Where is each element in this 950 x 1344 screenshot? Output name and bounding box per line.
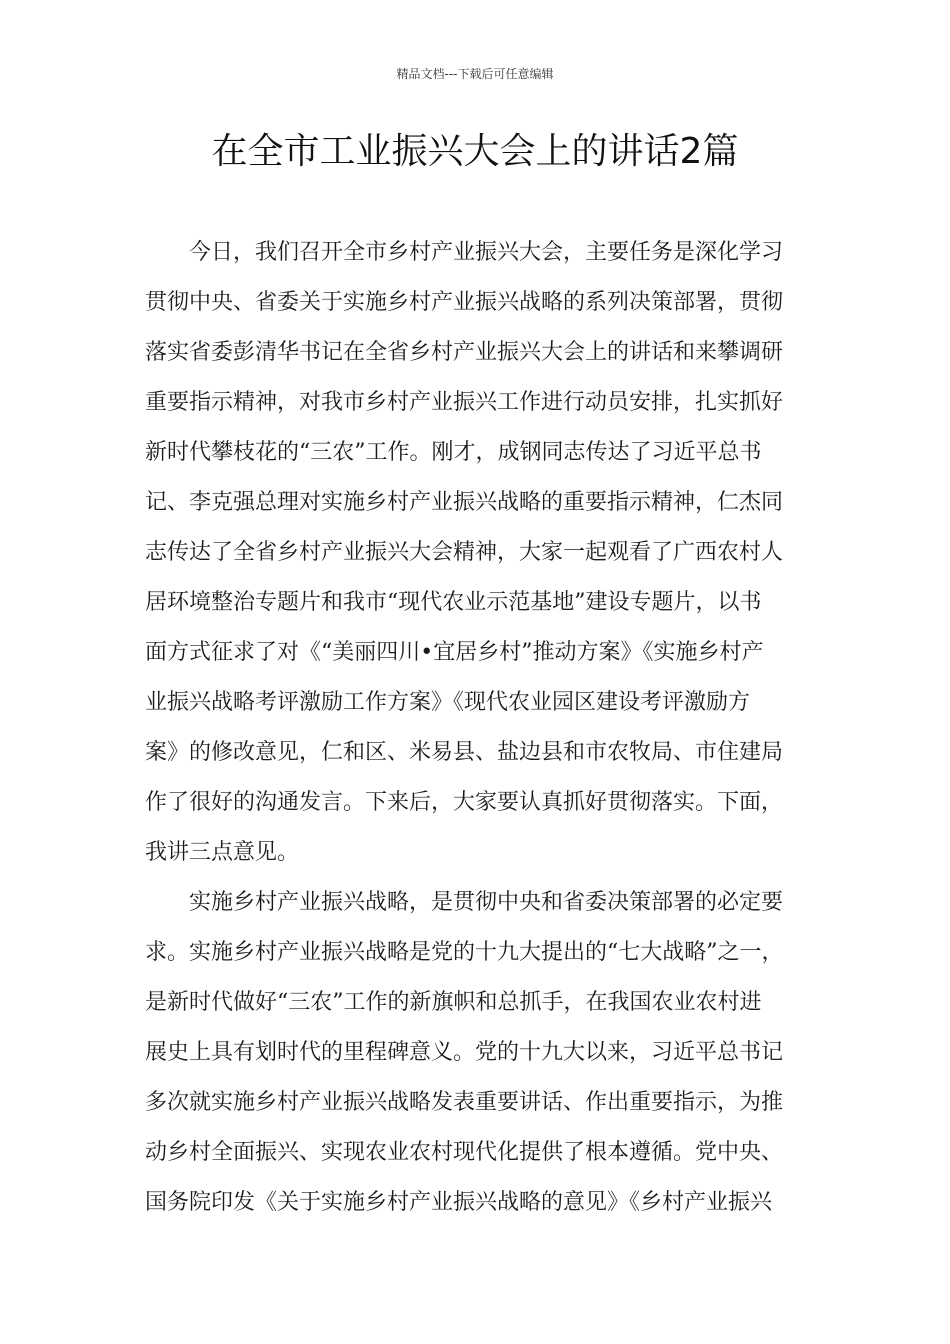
text-line: 是新时代做好“三农”工作的新旗帜和总抓手，在我国农业农村进 bbox=[145, 990, 762, 1015]
text-line: 动乡村全面振兴、实现农业农村现代化提供了根本遵循。党中央、 bbox=[145, 1140, 784, 1165]
text-line: 面方式征求了对《“美丽四川•宜居乡村”推动方案》《实施乡村产 bbox=[145, 640, 764, 665]
header-note: 精品文档---下载后可任意编辑 bbox=[396, 67, 554, 81]
text-line: 我讲三点意见。 bbox=[145, 840, 300, 865]
paragraph bbox=[145, 878, 825, 1228]
text-line: 作了很好的沟通发言。下来后，大家要认真抓好贯彻落实。下面， bbox=[145, 790, 784, 815]
text-line: 展史上具有划时代的里程碑意义。党的十九大以来，习近平总书记 bbox=[145, 1040, 784, 1065]
text-line: 落实省委彭清华书记在全省乡村产业振兴大会上的讲话和来攀调研 bbox=[145, 340, 784, 365]
document-body bbox=[145, 228, 825, 1228]
paragraph bbox=[145, 228, 825, 878]
text-line: 居环境整治专题片和我市“现代农业示范基地”建设专题片，以书 bbox=[145, 590, 762, 615]
text-line: 业振兴战略考评激励工作方案》《现代农业园区建设考评激励方 bbox=[145, 690, 751, 715]
text-line: 贯彻中央、省委关于实施乡村产业振兴战略的系列决策部署，贯彻 bbox=[145, 290, 784, 315]
text-line: 实施乡村产业振兴战略，是贯彻中央和省委决策部署的必定要 bbox=[189, 890, 784, 915]
text-line: 国务院印发《关于实施乡村产业振兴战略的意见》《乡村产业振兴 bbox=[145, 1190, 773, 1215]
text-line: 多次就实施乡村产业振兴战略发表重要讲话、作出重要指示，为推 bbox=[145, 1090, 784, 1115]
text-line: 今日，我们召开全市乡村产业振兴大会，主要任务是深化学习 bbox=[189, 240, 784, 265]
text-line: 重要指示精神，对我市乡村产业振兴工作进行动员安排，扎实抓好 bbox=[145, 390, 784, 415]
text-line: 新时代攀枝花的“三农”工作。刚才，成钢同志传达了习近平总书 bbox=[145, 440, 762, 465]
text-line: 案》的修改意见，仁和区、米易县、盐边县和市农牧局、市住建局 bbox=[145, 740, 784, 765]
document-title: 在全市工业振兴大会上的讲话2篇 bbox=[211, 131, 739, 172]
text-line: 求。实施乡村产业振兴战略是党的十九大提出的“七大战略”之一， bbox=[145, 940, 784, 965]
text-line: 记、李克强总理对实施乡村产业振兴战略的重要指示精神，仁杰同 bbox=[145, 490, 784, 515]
text-line: 志传达了全省乡村产业振兴大会精神，大家一起观看了广西农村人 bbox=[145, 540, 784, 565]
